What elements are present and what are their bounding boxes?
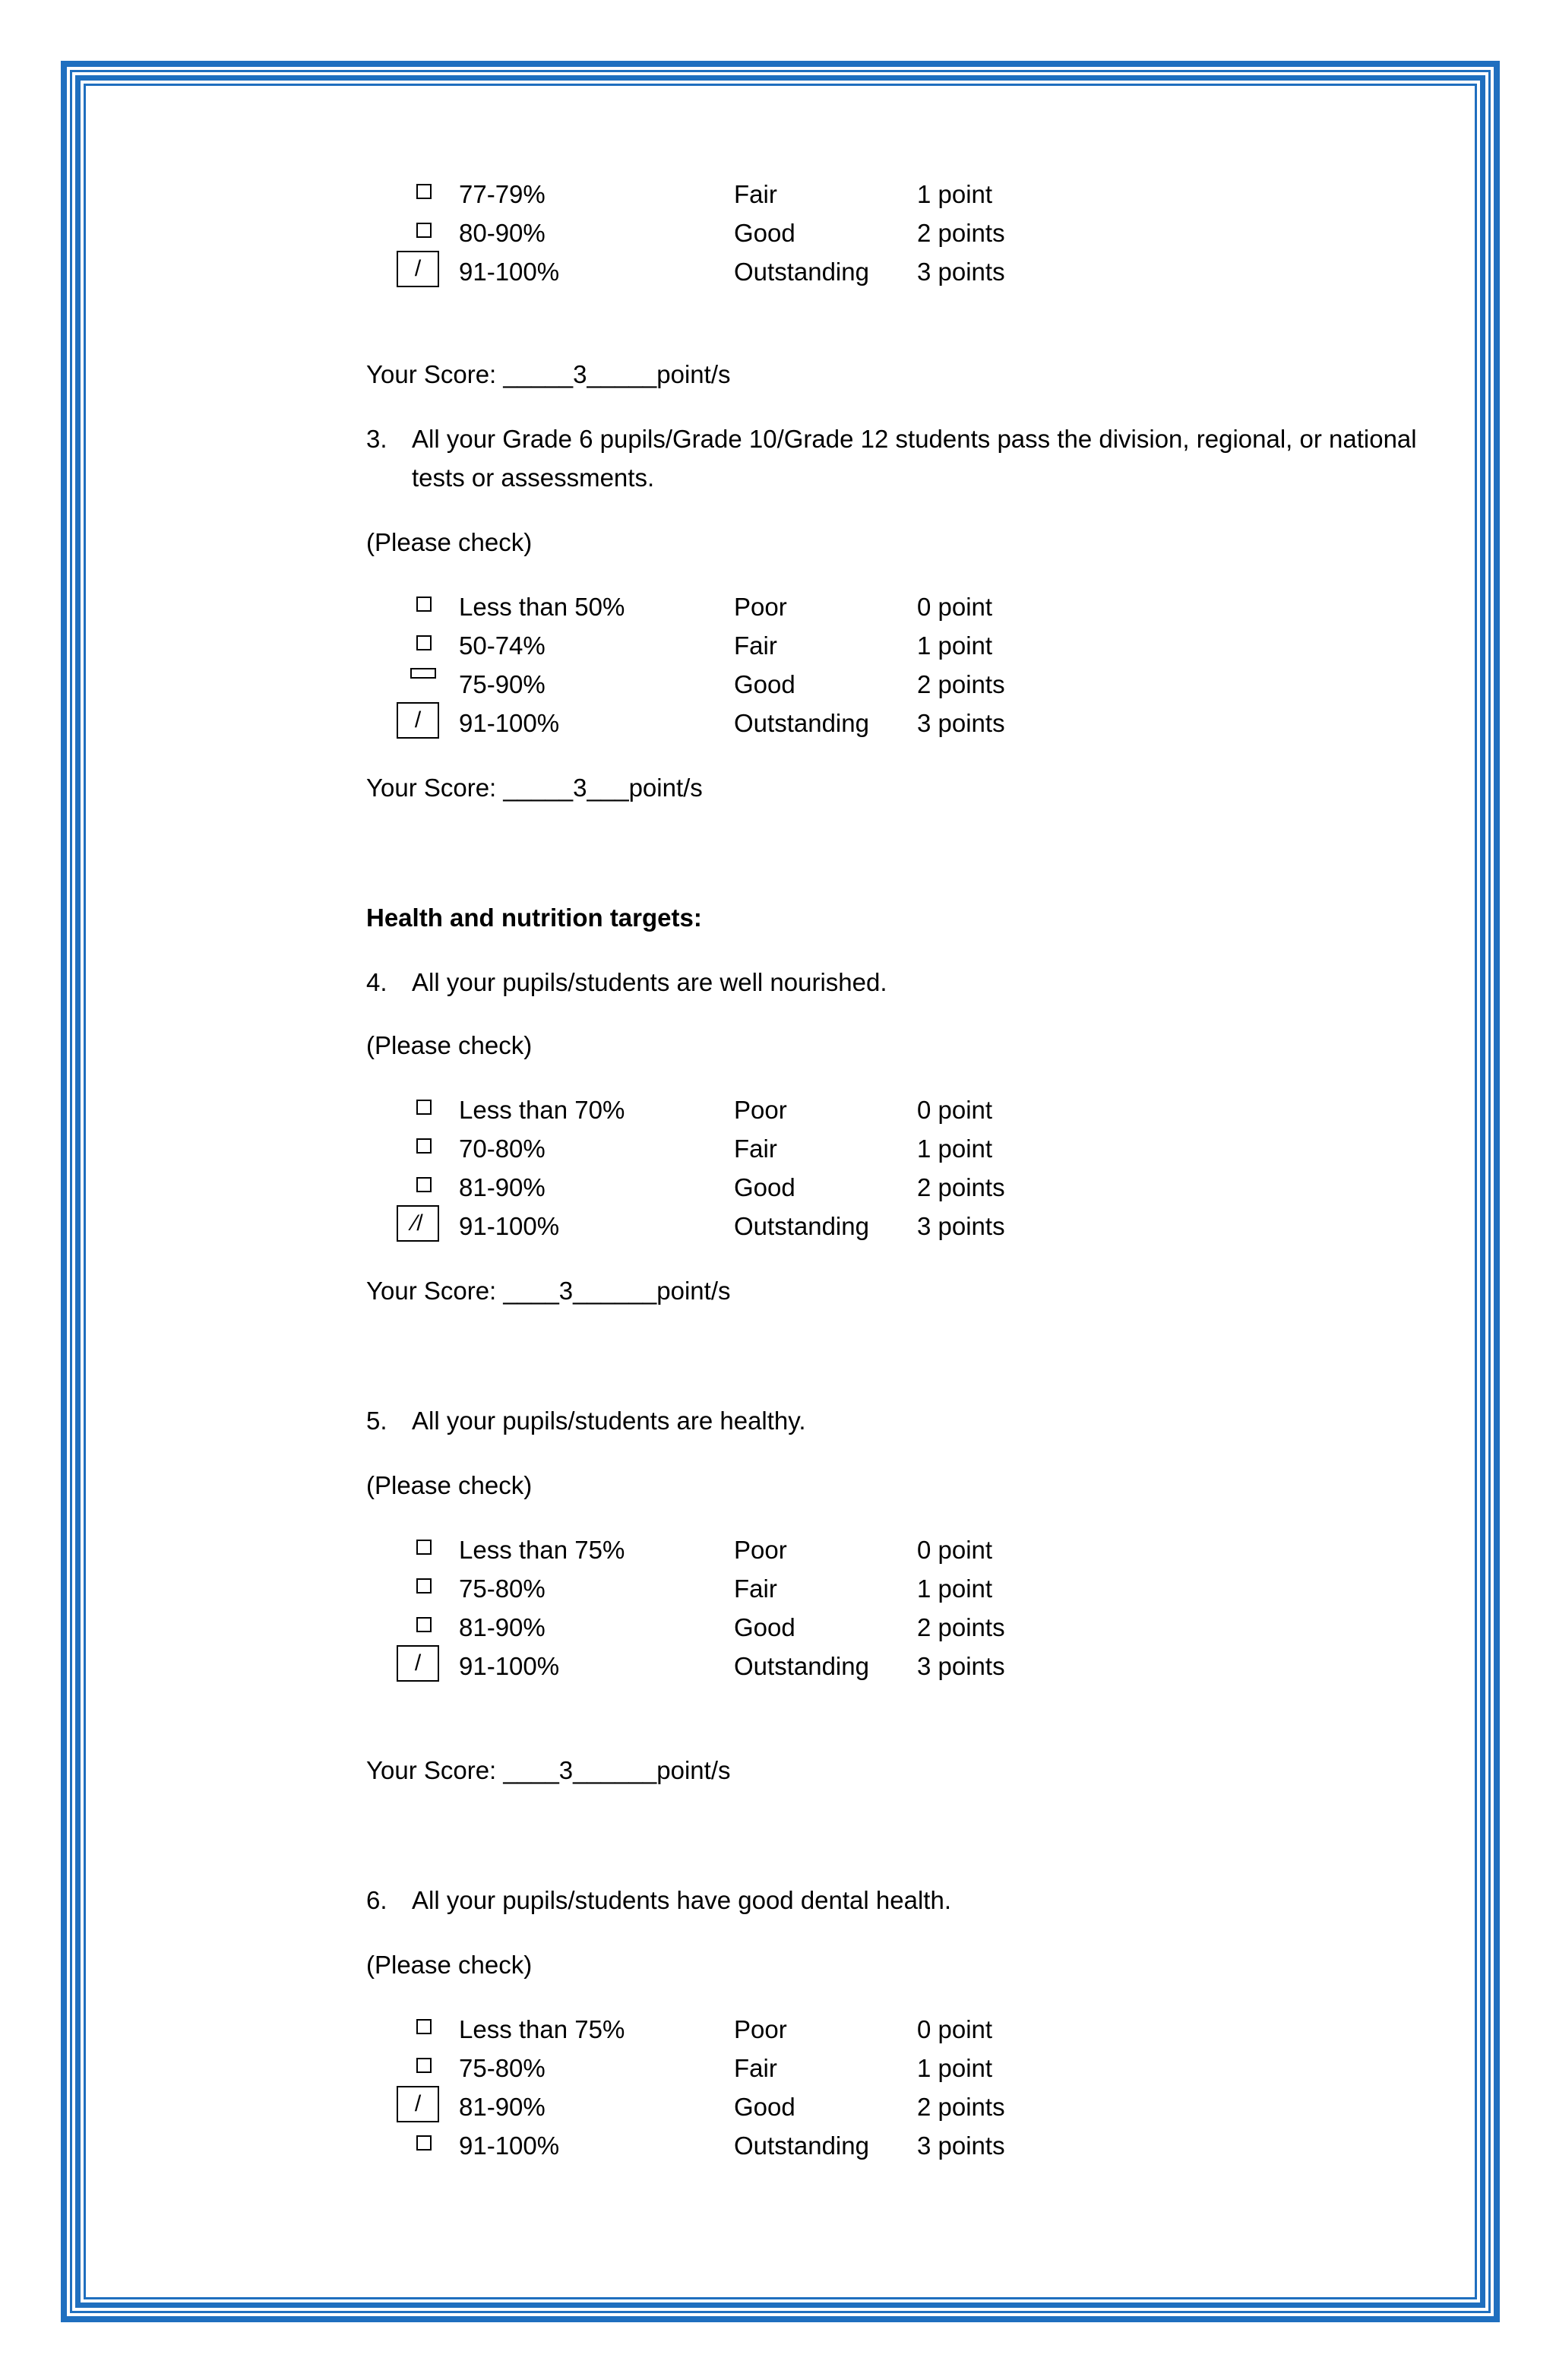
instruction: (Please check) bbox=[366, 1951, 533, 1979]
option-rating: Fair bbox=[734, 1135, 777, 1163]
your-score: Your Score: ____3______point/s bbox=[366, 1277, 731, 1305]
checkbox[interactable] bbox=[416, 1177, 432, 1192]
option-points: 2 points bbox=[917, 1173, 1005, 1201]
option-range: 91-100% bbox=[459, 1212, 560, 1240]
checkbox[interactable] bbox=[416, 1540, 432, 1555]
question-6 bbox=[366, 1881, 1460, 1920]
option-rating: Fair bbox=[734, 1575, 777, 1603]
option-row bbox=[366, 175, 1460, 214]
option-rating: Outstanding bbox=[734, 1652, 869, 1680]
question-text-line-2: tests or assessments. bbox=[412, 464, 655, 492]
question-number: 3. bbox=[366, 425, 387, 453]
option-points: 3 points bbox=[917, 709, 1005, 737]
option-points: 2 points bbox=[917, 1613, 1005, 1641]
option-range: 91-100% bbox=[459, 258, 560, 286]
option-row bbox=[366, 1129, 1460, 1168]
question-5 bbox=[366, 1401, 1460, 1440]
option-row bbox=[366, 252, 1460, 291]
option-row bbox=[366, 665, 1460, 704]
option-points: 0 point bbox=[917, 1096, 993, 1124]
option-points: 2 points bbox=[917, 670, 1005, 698]
option-row bbox=[366, 626, 1460, 665]
option-points: 1 point bbox=[917, 1135, 993, 1163]
option-range: Less than 70% bbox=[459, 1096, 625, 1124]
option-range: 91-100% bbox=[459, 709, 560, 737]
option-points: 3 points bbox=[917, 2132, 1005, 2160]
checkbox-checked[interactable]: / bbox=[397, 1645, 439, 1682]
option-points: 1 point bbox=[917, 1575, 993, 1603]
checkbox[interactable] bbox=[416, 184, 432, 199]
q5-options bbox=[366, 1530, 1460, 1685]
option-range: Less than 75% bbox=[459, 1536, 625, 1564]
checkbox-checked[interactable]: / bbox=[397, 702, 439, 739]
option-row bbox=[366, 704, 1460, 742]
checkbox-checked[interactable]: / bbox=[397, 2086, 439, 2122]
option-points: 3 points bbox=[917, 1652, 1005, 1680]
option-rating: Good bbox=[734, 2093, 795, 2121]
checkbox[interactable] bbox=[416, 1138, 432, 1154]
question-text: All your pupils/students are well nourished. bbox=[412, 968, 887, 996]
option-points: 1 point bbox=[917, 631, 993, 660]
checkbox[interactable] bbox=[416, 635, 432, 650]
question-number: 6. bbox=[366, 1886, 387, 1914]
option-row bbox=[366, 214, 1460, 252]
option-points: 0 point bbox=[917, 2015, 993, 2043]
your-score: Your Score: _____3___point/s bbox=[366, 774, 703, 802]
option-rating: Poor bbox=[734, 593, 787, 621]
question-number: 5. bbox=[366, 1407, 387, 1435]
option-row bbox=[366, 2126, 1460, 2165]
option-row bbox=[366, 587, 1460, 626]
checkbox-checked[interactable]: ⁄/ bbox=[397, 1205, 439, 1242]
question-text-line-1: All your Grade 6 pupils/Grade 10/Grade 12 students pass the division, regional, or national bbox=[412, 425, 1417, 453]
option-rating: Poor bbox=[734, 1096, 787, 1124]
checkbox[interactable] bbox=[416, 1578, 432, 1594]
option-row bbox=[366, 1090, 1460, 1129]
option-row bbox=[366, 1207, 1460, 1245]
checkbox[interactable] bbox=[416, 597, 432, 612]
option-range: 50-74% bbox=[459, 631, 546, 660]
question-text: All your pupils/students have good dental health. bbox=[412, 1886, 951, 1914]
your-score: Your Score: _____3_____point/s bbox=[366, 360, 731, 388]
option-points: 0 point bbox=[917, 593, 993, 621]
question-number: 4. bbox=[366, 968, 387, 996]
q3-options bbox=[366, 587, 1460, 742]
option-row bbox=[366, 1530, 1460, 1569]
option-range: 75-80% bbox=[459, 2054, 546, 2082]
option-range: 81-90% bbox=[459, 1173, 546, 1201]
option-row bbox=[366, 1647, 1460, 1685]
checkbox[interactable] bbox=[416, 2058, 432, 2073]
option-rating: Good bbox=[734, 1613, 795, 1641]
checkbox[interactable] bbox=[416, 2019, 432, 2034]
option-row bbox=[366, 1608, 1460, 1647]
option-rating: Outstanding bbox=[734, 258, 869, 286]
option-row bbox=[366, 2010, 1460, 2049]
your-score: Your Score: ____3______point/s bbox=[366, 1756, 731, 1784]
q4-options bbox=[366, 1090, 1460, 1245]
option-rating: Good bbox=[734, 1173, 795, 1201]
option-points: 1 point bbox=[917, 180, 993, 208]
option-row bbox=[366, 2087, 1460, 2126]
checkbox[interactable] bbox=[416, 223, 432, 238]
option-points: 3 points bbox=[917, 258, 1005, 286]
question-3 bbox=[366, 419, 1460, 497]
option-range: Less than 50% bbox=[459, 593, 625, 621]
option-range: 70-80% bbox=[459, 1135, 546, 1163]
checkbox-checked[interactable]: / bbox=[397, 251, 439, 287]
checkbox[interactable] bbox=[410, 668, 436, 679]
checkbox[interactable] bbox=[416, 1617, 432, 1632]
instruction: (Please check) bbox=[366, 1471, 533, 1499]
option-rating: Good bbox=[734, 670, 795, 698]
section-heading: Health and nutrition targets: bbox=[366, 904, 702, 932]
option-range: 91-100% bbox=[459, 2132, 560, 2160]
option-points: 2 points bbox=[917, 2093, 1005, 2121]
option-rating: Outstanding bbox=[734, 1212, 869, 1240]
option-points: 2 points bbox=[917, 219, 1005, 247]
instruction: (Please check) bbox=[366, 1031, 533, 1059]
option-rating: Fair bbox=[734, 180, 777, 208]
option-range: 77-79% bbox=[459, 180, 546, 208]
option-points: 3 points bbox=[917, 1212, 1005, 1240]
option-rating: Fair bbox=[734, 2054, 777, 2082]
questionnaire-content bbox=[366, 175, 1460, 2165]
option-rating: Outstanding bbox=[734, 709, 869, 737]
option-points: 1 point bbox=[917, 2054, 993, 2082]
option-range: 80-90% bbox=[459, 219, 546, 247]
option-points: 0 point bbox=[917, 1536, 993, 1564]
option-rating: Poor bbox=[734, 2015, 787, 2043]
option-rating: Poor bbox=[734, 1536, 787, 1564]
option-row bbox=[366, 1168, 1460, 1207]
option-range: Less than 75% bbox=[459, 2015, 625, 2043]
question-text: All your pupils/students are healthy. bbox=[412, 1407, 806, 1435]
option-range: 75-80% bbox=[459, 1575, 546, 1603]
option-range: 81-90% bbox=[459, 2093, 546, 2121]
option-rating: Outstanding bbox=[734, 2132, 869, 2160]
instruction: (Please check) bbox=[366, 528, 533, 556]
option-row bbox=[366, 1569, 1460, 1608]
q6-options bbox=[366, 2010, 1460, 2165]
option-range: 75-90% bbox=[459, 670, 546, 698]
option-rating: Good bbox=[734, 219, 795, 247]
option-range: 81-90% bbox=[459, 1613, 546, 1641]
question-4 bbox=[366, 963, 1460, 1002]
option-range: 91-100% bbox=[459, 1652, 560, 1680]
option-rating: Fair bbox=[734, 631, 777, 660]
checkbox[interactable] bbox=[416, 1100, 432, 1115]
prev-question-options bbox=[366, 175, 1460, 291]
option-row bbox=[366, 2049, 1460, 2087]
checkbox[interactable] bbox=[416, 2135, 432, 2151]
